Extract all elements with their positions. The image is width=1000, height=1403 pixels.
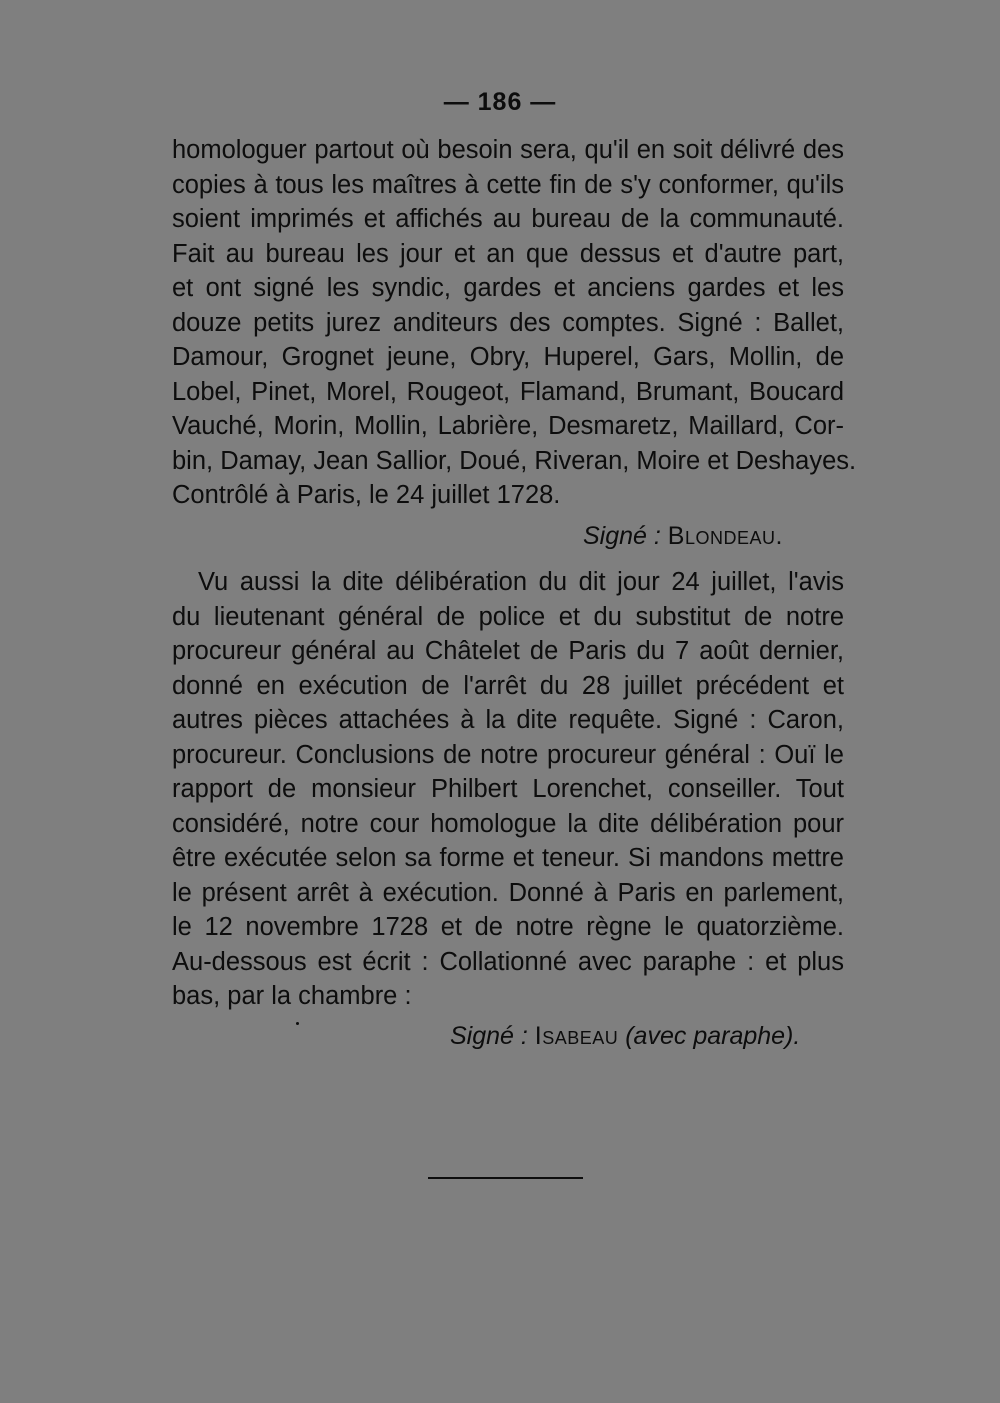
text-line: donné en exécution de l'arrêt du 28 juillet précédent et (172, 671, 844, 700)
text-line: le 12 novembre 1728 et de notre règne le quatorzième. (172, 913, 844, 941)
signature-name: Blondeau. (667, 522, 783, 550)
text-line: Fait au bureau les jour et an que dessus et d'autre part, (172, 239, 844, 268)
signature-isabeau (450, 1019, 800, 1053)
text-line: considéré, notre cour homologue la dite délibération pour (172, 809, 844, 838)
text-line: Contrôlé à Paris, le 24 juillet 1728. (172, 481, 561, 509)
paragraph-1 (172, 133, 857, 513)
text-line: Damour, Grognet jeune, Obry, Huperel, Gars, Mollin, de (172, 343, 844, 371)
signature-prefix: Signé : (450, 1022, 528, 1050)
text-line: procureur général au Châtelet de Paris du 7 août dernier, (172, 637, 844, 665)
page-number: — 186 — (443, 88, 557, 116)
text-line: Vu aussi la dite délibération du dit jour 24 juillet, l'avis (198, 568, 844, 596)
signature-name: Isabeau (534, 1022, 619, 1050)
text-line: être exécutée selon sa forme et teneur. Si mandons mettre (172, 844, 844, 872)
text-line: douze petits jurez anditeurs des comptes. Signé : Ballet, (172, 308, 844, 337)
text-line: Vauché, Morin, Mollin, Labrière, Desmaretz, Maillard, Cor- (172, 412, 844, 440)
text-line: autres pièces attachées à la dite requête. Signé : Caron, (172, 706, 844, 734)
text-line: homologuer partout où besoin sera, qu'il en soit délivré des (172, 136, 844, 164)
text-line: Au-dessous est écrit : Collationné avec paraphe : et plus (172, 947, 844, 976)
signature-note: (avec paraphe). (625, 1022, 801, 1050)
text-line: et ont signé les syndic, gardes et anciens gardes et les (172, 274, 844, 302)
section-divider (428, 1177, 583, 1179)
signature-prefix: Signé : (583, 522, 661, 550)
paragraph-2 (172, 565, 844, 1014)
text-line: copies à tous les maîtres à cette fin de s'y conformer, qu'ils (172, 170, 844, 199)
text-line: rapport de monsieur Philbert Lorenchet, conseiller. Tout (172, 775, 844, 803)
text-line: soient imprimés et affichés au bureau de la communauté. (172, 205, 844, 233)
text-line: bas, par la chambre : (172, 982, 412, 1010)
text-line: le présent arrêt à exécution. Donné à Paris en parlement, (172, 878, 844, 907)
text-line: du lieutenant général de police et du substitut de notre (172, 602, 844, 631)
signature-blondeau (583, 519, 783, 553)
text-line: bin, Damay, Jean Sallior, Doué, Riveran, Moire et Deshayes. (172, 446, 857, 475)
text-line: procureur. Conclusions de notre procureur général : Ouï le (172, 740, 844, 769)
stray-ink-dot (296, 1022, 299, 1025)
text-line: Lobel, Pinet, Morel, Rougeot, Flamand, Brumant, Boucard (172, 377, 844, 406)
